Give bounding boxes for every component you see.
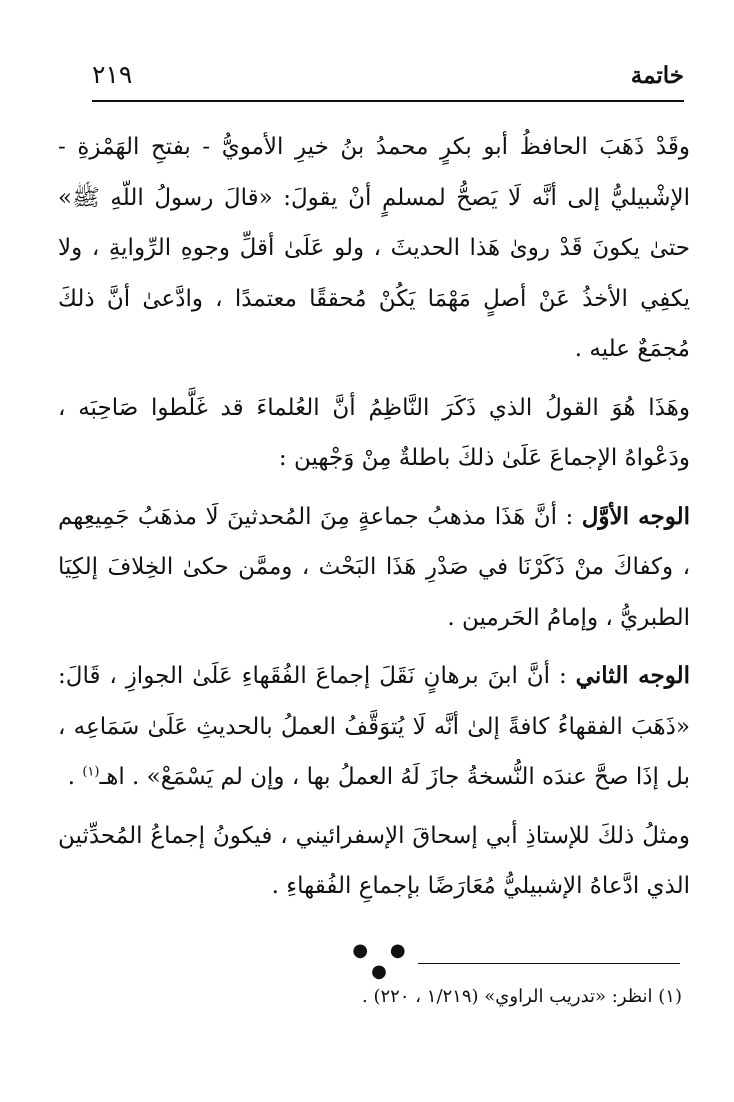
main-text <box>58 122 690 920</box>
footnote-divider <box>418 963 680 964</box>
first-aspect-label: الوجه الأوَّل <box>581 502 690 530</box>
second-aspect-end: . <box>67 764 76 790</box>
paragraph-first-aspect <box>58 492 690 644</box>
first-aspect-text: : أنَّ هَذَا مذهبُ جماعةٍ مِنَ المُحدثينَ لَا مذهَبُ جَمِيعِهم ، وكفاكَ منْ ذَكَرْنَا في صَدْرِ هَذَا البَحْث ، وممَّن حكىٰ الخِلافَ إلكِيَا الطبريُّ ، وإمامُ الحَرمين . <box>58 503 690 631</box>
second-aspect-label: الوجه الثاني <box>575 662 691 689</box>
second-aspect-text: : أنَّ ابنَ برهانٍ نَقَلَ إجماعَ الفُقَهاءِ عَلَىٰ الجوازِ ، قَالَ: «ذَهَبَ الفقهاءُ كافةً إلىٰ أنَّه لَا يُتوَقَّفُ العملُ بالحديثِ عَلَىٰ سَمَاعِه ، بل إذَا صحَّ عندَه النُّسخةُ جازَ لَهُ العملُ بها ، وإن لم يَسْمَعْ» . اهـ <box>58 663 690 790</box>
page-number: ٢١٩ <box>92 60 133 89</box>
paragraph-second-aspect <box>58 651 690 803</box>
footnote-1: (١) انظر: «تدريب الراوي» (١/٢١٩ ، ٢٢٠) . <box>362 986 682 1007</box>
paragraph-5: ومثلُ ذلكَ للإستاذِ أبي إسحاقَ الإسفرائيني ، فيكونُ إجماعُ المُحدِّثين الذي ادَّعاهُ الإشبيليُّ مُعَارَضًا بإجماعِ الفُقهاءِ . <box>58 822 690 899</box>
paragraph-1: وقَدْ ذَهَبَ الحافظُ أبو بكرٍ محمدُ بنُ خيرِ الأمويُّ - بفتحِ الهَمْزةِ - الإشْبيليُّ إلى أنَّه لَا يَصحُّ لمسلمٍ أنْ يقولَ: «قالَ رسولُ اللّهِ ﷺ» حتىٰ يكونَ قَدْ روىٰ هَذا الحديثَ ، ولو عَلَىٰ أقلِّ وجوهِ الرِّوايةِ ، ولا يكفِي الأخذُ عَنْ أصلٍ مَهْمَا يَكُنْ مُحققًا معتمدًا ، وادَّعىٰ أنَّ ذلكَ مُجمَعٌ عليه . <box>58 134 690 362</box>
section-ornament: ● ● ● <box>352 940 414 982</box>
paragraph-2: وهَذَا هُوَ القولُ الذي ذَكَرَ النَّاظِمُ أنَّ العُلماءَ قد غَلَّطوا صَاحِبَه ، ودَعْواهُ الإجماعَ عَلَىٰ ذلكَ باطلةٌ مِنْ وَجْهين : <box>58 394 690 471</box>
page-header <box>92 58 684 102</box>
running-title: خاتمة <box>630 62 684 89</box>
footnote-marker[interactable]: (١) <box>82 764 100 780</box>
